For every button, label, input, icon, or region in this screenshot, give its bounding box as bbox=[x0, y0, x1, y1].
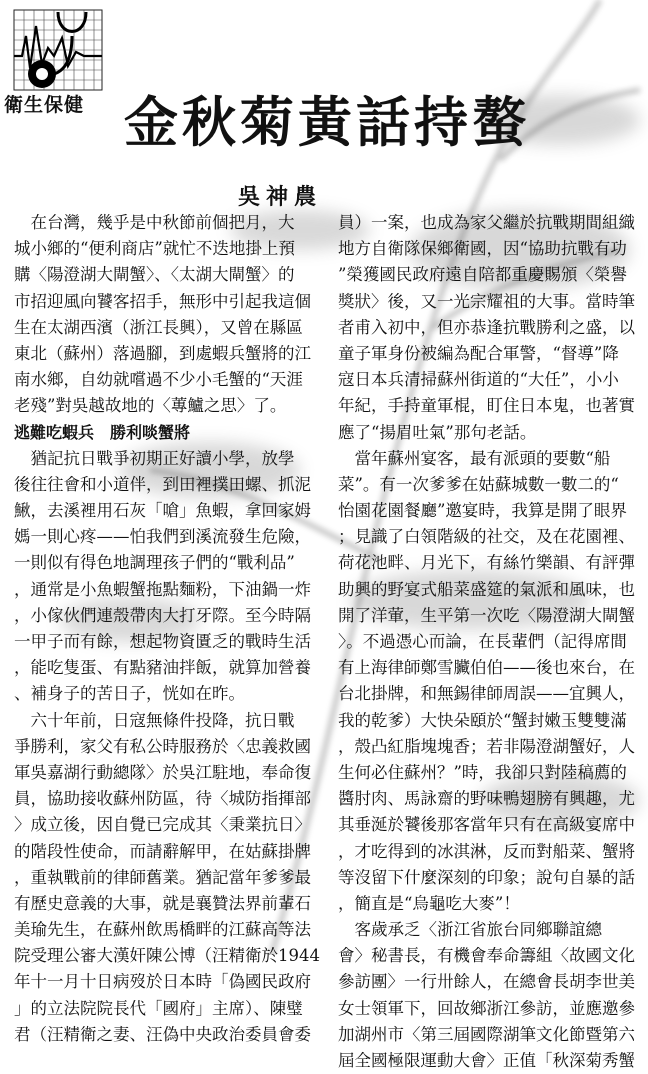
text-line: 在台灣，幾乎是中秋節前個把月，大 bbox=[14, 213, 295, 232]
text-line: 美瑜先生，在蘇州飲馬橋畔的江蘇高等法 bbox=[14, 920, 311, 940]
right-text-column bbox=[338, 210, 640, 1074]
text-line: 我的乾爹）大快朵頤於“蟹封嫩玉雙雙滿 bbox=[338, 710, 627, 730]
text-line: 〉成立後，因自覺已完成其〈秉業抗日〉 bbox=[14, 815, 311, 835]
text-line: 一甲子而有餘，想起物資匱乏的戰時生活 bbox=[14, 632, 311, 651]
text-line: ，通常是小魚蝦蟹拖點麵粉，下油鍋一炸 bbox=[14, 579, 311, 599]
text-line: 、補身子的苦日子，恍如在昨。 bbox=[14, 684, 245, 704]
text-line: ，小傢伙們連殼帶肉大打牙際。至今時隔 bbox=[14, 605, 311, 625]
text-line: 」的立法院院長代「國府」主席）、陳璧 bbox=[14, 998, 303, 1018]
text-line: 開了洋葷，生平第一次吃〈陽澄湖大閘蟹 bbox=[338, 605, 635, 625]
text-line: 六十年前，日寇無條件投降，抗日戰 bbox=[14, 710, 295, 730]
text-line: 〉。不過憑心而論，在長輩們（記得席間 bbox=[338, 632, 627, 651]
text-line: 後往往會和小道伴，到田裡撲田螺、抓泥 bbox=[14, 474, 311, 494]
text-line: 獎狀〉後，又一光宗耀祖的大事。當時筆 bbox=[338, 291, 635, 311]
text-line: ，能吃隻蛋、有點豬油拌飯，就算加營養 bbox=[14, 658, 311, 678]
text-line: ，重執戰前的律師舊業。猶記當年爹爹最 bbox=[14, 867, 311, 887]
text-line: 生在太湖西濱（浙江長興），又曾在縣區 bbox=[14, 317, 303, 337]
text-line: 等沒留下什麼深刻的印象；說句自暴的話 bbox=[338, 867, 635, 887]
text-line: 台北掛牌，和無錫律師周誤——宜興人， bbox=[338, 684, 635, 704]
text-line: 鰍，去溪裡用石灰「嗆」魚蝦，拿回家姆 bbox=[14, 501, 311, 521]
text-line: 購〈陽澄湖大閘蟹〉、〈太湖大閘蟹〉的 bbox=[14, 265, 295, 285]
text-line: ”榮獲國民政府遠自陪都重慶賜頒〈榮譽 bbox=[338, 265, 627, 285]
text-line: 年十一月十日病歿於日本時「偽國民政府 bbox=[14, 972, 311, 992]
text-line: ，簡直是“烏龜吃大麥”！ bbox=[338, 893, 520, 913]
text-line: 的階段性使命，而請辭解甲，在姑蘇掛牌 bbox=[14, 841, 311, 861]
left-text-column bbox=[14, 210, 326, 1048]
text-line: 寇日本兵清掃蘇州街道的“大任”，小小 bbox=[338, 370, 619, 390]
text-line: ，殼凸紅脂塊塊香；若非陽澄湖蟹好，人 bbox=[338, 736, 635, 756]
text-line: 加湖州市〈第三屆國際湖筆文化節暨第六 bbox=[338, 1024, 635, 1044]
text-line: 軍吳嘉湖行動總隊〉於吳江駐地，奉命復 bbox=[14, 762, 311, 782]
text-line: 荷花池畔、月光下，有絲竹樂韻、有評彈 bbox=[338, 553, 635, 573]
text-line: 市招迎風向饕客招手，無形中引起我這個 bbox=[14, 291, 311, 311]
section-heading: 逃難吃蝦兵 勝利啖蟹將 bbox=[14, 422, 191, 442]
logo-label: 衛生保健 bbox=[4, 94, 85, 116]
text-line: 老殘”對吳越故地的〈蓴鱸之思〉了。 bbox=[14, 396, 287, 416]
text-line: 童子軍身份被編為配合軍警，“督導”降 bbox=[338, 343, 619, 363]
text-line: 東北（蘇州）落過腳，到處蝦兵蟹將的江 bbox=[14, 343, 311, 363]
text-line: 南水鄉，自幼就嚐過不少小毛蟹的“天涯 bbox=[14, 370, 303, 390]
text-line: 醬肘肉、馬詠齋的野味鴨翅膀有興趣，尤 bbox=[338, 789, 635, 809]
text-line: 會〉秘書長，有機會奉命籌組〈故國文化 bbox=[338, 946, 635, 966]
article-author: 吳神農 bbox=[238, 184, 323, 210]
text-line: 有上海律師鄭雪臟伯伯——後也來台，在 bbox=[338, 658, 635, 678]
text-line: 君（汪精衛之妻、汪偽中央政治委員會委 bbox=[14, 1024, 311, 1044]
text-line: 其垂涎於饕後那客當年只有在高級宴席中 bbox=[338, 815, 635, 835]
text-line: 爭勝利，家父有私公時服務於〈忠義救國 bbox=[14, 736, 311, 756]
text-line: 客歲承乏〈浙江省旅台同鄉聯誼總 bbox=[338, 920, 602, 940]
article-title: 金秋菊黃話持螯 bbox=[124, 91, 530, 154]
text-line: 屆全國極限運動大會〉正值「秋深菊秀蟹 bbox=[338, 1051, 635, 1070]
text-line: 一則似有得色地調理孩子們的“戰利品” bbox=[14, 553, 295, 573]
text-line: 有歷史意義的大事，就是襄贊法界前輩石 bbox=[14, 893, 311, 913]
text-line: 女士領軍下，回故鄉浙江參訪，並應邀參 bbox=[338, 998, 635, 1018]
text-line: 助興的野宴式船菜盛筵的氣派和風味，也 bbox=[338, 579, 635, 599]
text-line: 怡園花園餐廳”邀宴時，我算是開了眼界 bbox=[338, 501, 627, 521]
text-line: 當年蘇州宴客，最有派頭的要數“船 bbox=[338, 448, 611, 468]
text-line: ，才吃得到的冰淇淋，反而對船菜、蟹將 bbox=[338, 841, 635, 861]
text-line: 年紀，手持童軍棍，盯住日本鬼，也著實 bbox=[338, 396, 635, 416]
text-line: 地方自衛隊保鄉衛國，因“協助抗戰有功 bbox=[338, 239, 627, 259]
text-line: ；見識了白領階級的社交，及在花園裡、 bbox=[338, 527, 635, 547]
text-line: 院受理公審大漢奸陳公博（汪精衛於1944 bbox=[14, 946, 320, 966]
text-line: 猶記抗日戰爭初期正好讀小學，放學 bbox=[14, 448, 295, 468]
text-line: 員）一案，也成為家父繼於抗戰期間組織 bbox=[338, 213, 635, 232]
text-line: 媽一則心疼——怕我們到溪流發生危險， bbox=[14, 527, 311, 547]
text-line: 菜”。有一次爹爹在姑蘇城數一數二的“ bbox=[338, 474, 619, 494]
text-line: 應了“揚眉吐氣”那句老話。 bbox=[338, 422, 537, 442]
text-line: 者甫入初中，但亦恭逢抗戰勝利之盛，以 bbox=[338, 317, 635, 337]
text-line: 生何必住蘇州？”時，我卻只對陸稿薦的 bbox=[338, 762, 627, 782]
text-line: 參訪團〉一行卅餘人，在總會長胡李世美 bbox=[338, 972, 635, 992]
text-line: 員，協助接收蘇州防區，待〈城防指揮部 bbox=[14, 789, 311, 809]
text-line: 城小鄉的“便利商店”就忙不迭地掛上預 bbox=[14, 239, 295, 259]
